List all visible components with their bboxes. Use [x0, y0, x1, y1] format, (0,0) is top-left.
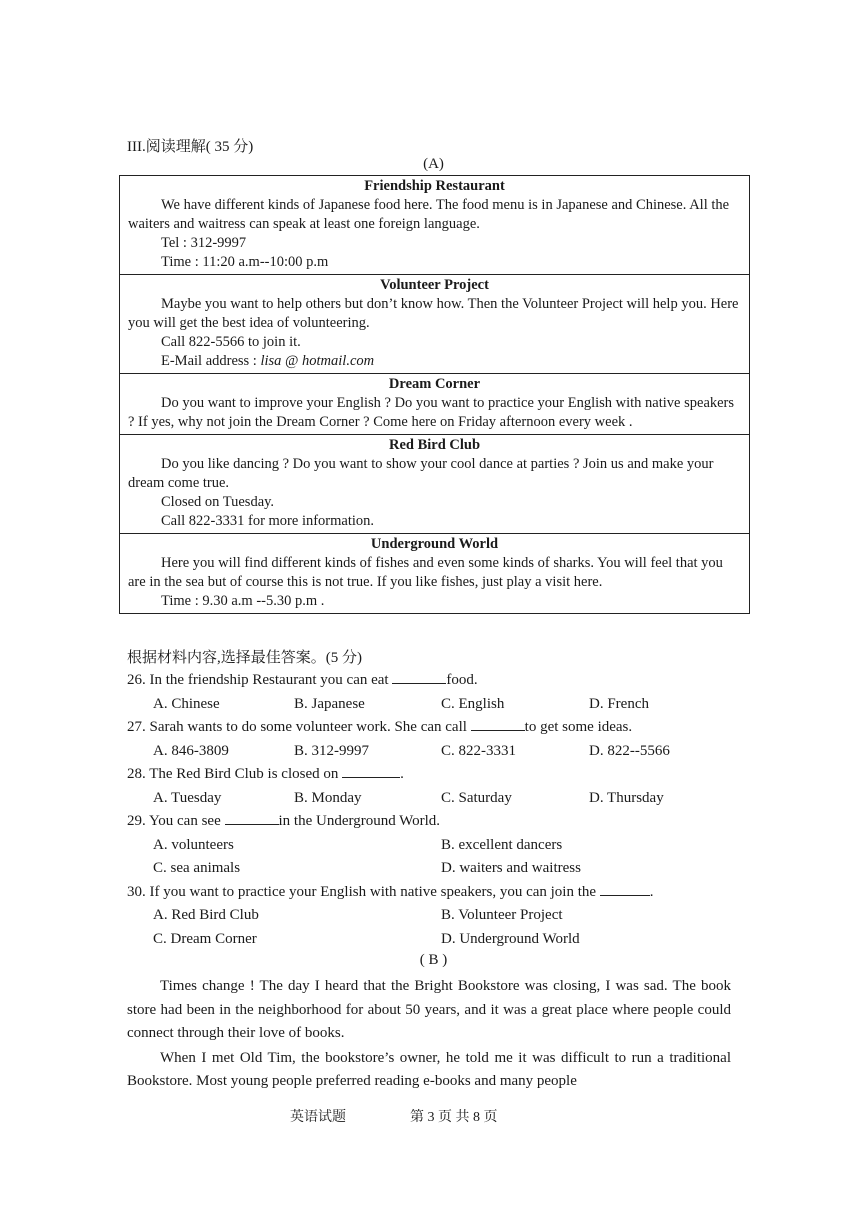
ad-line — [128, 592, 741, 611]
part-a-label: (A) — [423, 156, 444, 172]
answer-option[interactable]: B. Japanese — [294, 695, 365, 712]
answer-blank — [600, 882, 650, 896]
ad-title: Red Bird Club — [388, 437, 481, 453]
ad-box — [120, 176, 749, 275]
ad-line-text: Do you like dancing ? Do you want to show your cool dance at parties ? Join us and make your dream come true. — [128, 456, 714, 491]
ad-line — [128, 394, 741, 432]
answer-option[interactable]: C. English — [441, 695, 505, 712]
answer-option[interactable]: C. Dream Corner — [153, 930, 257, 947]
answer-option[interactable]: D. waiters and waitress — [441, 860, 581, 876]
question-text-after: to get some ideas. — [524, 719, 633, 735]
footer-subject: 英语试题 — [290, 1110, 346, 1125]
options-row — [127, 904, 747, 928]
question-text: 27. Sarah wants to do some volunteer work. She can call — [127, 719, 467, 735]
ad-line — [128, 234, 741, 253]
ad-title: Volunteer Project — [380, 277, 489, 293]
passage-b — [127, 975, 731, 1095]
questions-intro: 根据材料内容,选择最佳答案。(5 分) — [127, 650, 362, 666]
ad-line-text: Time : 11:20 a.m--10:00 p.m — [161, 254, 329, 270]
answer-option[interactable]: A. 846-3809 — [153, 742, 229, 759]
footer-page: 第 3 页 共 8 页 — [410, 1110, 498, 1125]
answer-option[interactable]: D. Underground World — [441, 930, 580, 947]
email-address: lisa @ hotmail.com — [260, 353, 375, 369]
ads-table — [119, 175, 750, 614]
options-row — [127, 928, 747, 952]
options-row — [127, 740, 747, 764]
answer-option[interactable]: B. Monday — [294, 789, 362, 806]
question-stem — [127, 763, 747, 787]
question-text-after: . — [649, 883, 654, 900]
ad-title: Friendship Restaurant — [364, 178, 505, 194]
ad-line — [128, 295, 741, 333]
ad-line — [128, 352, 741, 371]
answer-option[interactable]: A. Chinese — [153, 695, 220, 712]
ad-line-text: Time : 9.30 a.m --5.30 p.m . — [161, 593, 325, 609]
ad-line-text: Closed on Tuesday. — [161, 494, 275, 510]
answer-option[interactable]: D. 822--5566 — [589, 742, 670, 759]
ad-box — [120, 435, 749, 534]
question-text: 28. The Red Bird Club is closed on — [127, 766, 339, 782]
ad-line-text: Call 822-3331 for more information. — [161, 513, 375, 529]
ad-line-text: Maybe you want to help others but don’t know how. Then the Volunteer Project will help you. Here you will get the best idea of volunteering. — [128, 296, 739, 331]
question-text-after: food. — [446, 672, 478, 688]
question-text-after: in the Underground World. — [278, 813, 441, 829]
ad-line — [128, 493, 741, 512]
ad-line-text: Do you want to improve your English ? Do you want to practice your English with native speakers ? If yes, why not join the Dream Corner ? Come here on Friday afternoon every week . — [128, 395, 735, 430]
ad-line — [128, 512, 741, 531]
options-row — [127, 693, 747, 717]
answer-option[interactable]: C. Saturday — [441, 789, 512, 806]
answer-option[interactable]: B. 312-9997 — [294, 742, 369, 759]
answer-option[interactable]: D. French — [589, 695, 649, 712]
ad-box — [120, 534, 749, 613]
question-text: 26. In the friendship Restaurant you can eat — [127, 672, 389, 688]
section-title: III.阅读理解( 35 分) — [127, 139, 254, 155]
answer-option[interactable]: A. volunteers — [153, 836, 234, 853]
answer-blank — [342, 764, 400, 778]
ad-line — [128, 554, 741, 592]
question-stem — [127, 810, 747, 834]
options-row — [127, 834, 747, 858]
question-stem — [127, 716, 747, 740]
ad-title: Underground World — [370, 536, 499, 552]
ad-title: Dream Corner — [388, 376, 481, 392]
options-row — [127, 857, 747, 881]
ad-line-text: E-Mail address : — [161, 353, 257, 369]
passage-paragraph: Times change ! The day I heard that the Bright Bookstore was closing, I was sad. The book store had been in the neighborhood for about 50 years, and it was a great place where people could connect through their love of books. — [127, 978, 731, 1041]
question-stem — [127, 881, 747, 905]
ad-line — [128, 253, 741, 272]
answer-blank — [471, 717, 525, 731]
answer-option[interactable]: A. Red Bird Club — [153, 907, 259, 923]
question-text: 29. You can see — [127, 813, 221, 829]
ad-line — [128, 333, 741, 352]
ad-line-text: Call 822-5566 to join it. — [161, 334, 301, 350]
ad-line — [128, 196, 741, 234]
answer-option[interactable]: B. excellent dancers — [441, 836, 563, 853]
answer-option[interactable]: C. sea animals — [153, 860, 241, 876]
answer-blank — [392, 670, 446, 684]
ad-line-text: We have different kinds of Japanese food here. The food menu is in Japanese and Chinese. All the waiters and waitress can speak at least one foreign language. — [128, 197, 730, 232]
answer-option[interactable]: A. Tuesday — [153, 789, 222, 806]
ad-line-text: Here you will find different kinds of fishes and even some kinds of sharks. You will feel that you are in the sea but of course this is not true. If you like fishes, just play a visit here. — [128, 555, 723, 590]
ad-line-text: Tel : 312-9997 — [161, 235, 247, 251]
ad-box — [120, 374, 749, 435]
options-row — [127, 787, 747, 811]
question-text-after: . — [400, 766, 404, 782]
answer-option[interactable]: B. Volunteer Project — [441, 907, 563, 923]
answer-option[interactable]: D. Thursday — [589, 789, 664, 806]
questions-list — [127, 669, 747, 951]
passage-paragraph: When I met Old Tim, the bookstore’s owner, he told me it was difficult to run a traditional Bookstore. Most young people preferred reading e-books and many people — [127, 1049, 731, 1089]
answer-blank — [225, 811, 279, 825]
ad-box — [120, 275, 749, 374]
ad-line — [128, 455, 741, 493]
answer-option[interactable]: C. 822-3331 — [441, 742, 516, 759]
part-b-label: ( B ) — [419, 952, 448, 968]
question-stem — [127, 669, 747, 693]
question-text: 30. If you want to practice your English with native speakers, you can join the — [127, 883, 597, 900]
